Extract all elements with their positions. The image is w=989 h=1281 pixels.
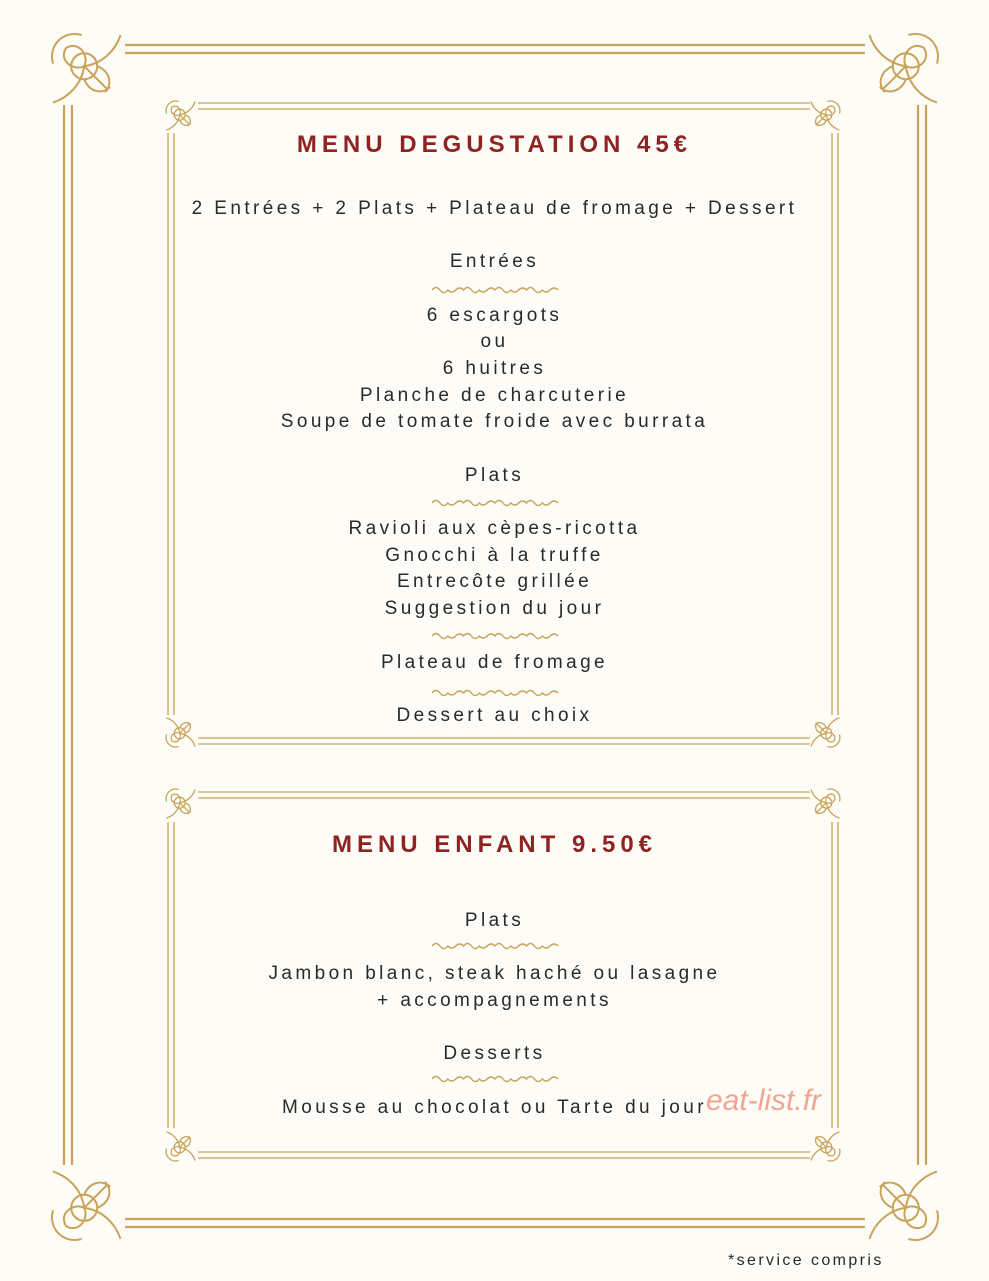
enfant-plat-item: Jambon blanc, steak haché ou lasagne: [268, 963, 721, 984]
watermark: eat-list.fr: [706, 1084, 822, 1117]
wave-divider: [430, 284, 560, 296]
plat-item: Suggestion du jour: [384, 598, 605, 619]
entree-item: ou: [480, 331, 509, 352]
enfant-desserts-heading: Desserts: [443, 1043, 546, 1064]
wave-divider: [430, 497, 560, 509]
entree-item: Planche de charcuterie: [359, 385, 630, 406]
wave-divider: [430, 1073, 560, 1085]
corner-ornament-icon: [166, 101, 195, 130]
corner-ornament-icon: [811, 1132, 840, 1161]
wave-divider: [430, 687, 560, 699]
corner-ornament-icon: [869, 34, 938, 103]
menu-degustation-title: MENU DEGUSTATION 45€: [296, 131, 693, 158]
entrees-heading: Entrées: [449, 251, 540, 272]
enfant-plats-heading: Plats: [464, 910, 525, 931]
menu-enfant-title: MENU ENFANT 9.50€: [331, 831, 658, 858]
plat-item: Ravioli aux cèpes-ricotta: [348, 518, 641, 539]
corner-ornament-icon: [166, 789, 195, 818]
corner-ornament-icon: [869, 1171, 938, 1240]
entree-item: 6 huitres: [442, 358, 547, 379]
wave-divider: [430, 940, 560, 952]
menu-degustation-summary: 2 Entrées + 2 Plats + Plateau de fromage + Dessert: [191, 198, 798, 219]
fromage-item: Plateau de fromage: [380, 652, 609, 673]
corner-ornament-icon: [166, 1132, 195, 1161]
plat-item: Gnocchi à la truffe: [385, 545, 604, 566]
enfant-dessert-item: Mousse au chocolat ou Tarte du jour: [282, 1097, 707, 1118]
wave-divider: [430, 630, 560, 642]
plat-item: Entrecôte grillée: [396, 571, 593, 592]
entree-item: Soupe de tomate froide avec burrata: [280, 411, 709, 432]
enfant-plat-item: + accompagnements: [377, 990, 612, 1011]
footnote: *service compris: [728, 1252, 884, 1269]
corner-ornament-icon: [52, 1171, 121, 1240]
corner-ornament-icon: [52, 34, 121, 103]
entree-item: 6 escargots: [426, 305, 563, 326]
dessert-item: Dessert au choix: [396, 705, 593, 726]
plats-heading: Plats: [464, 465, 525, 486]
corner-ornament-icon: [811, 101, 840, 130]
corner-ornament-icon: [811, 789, 840, 818]
